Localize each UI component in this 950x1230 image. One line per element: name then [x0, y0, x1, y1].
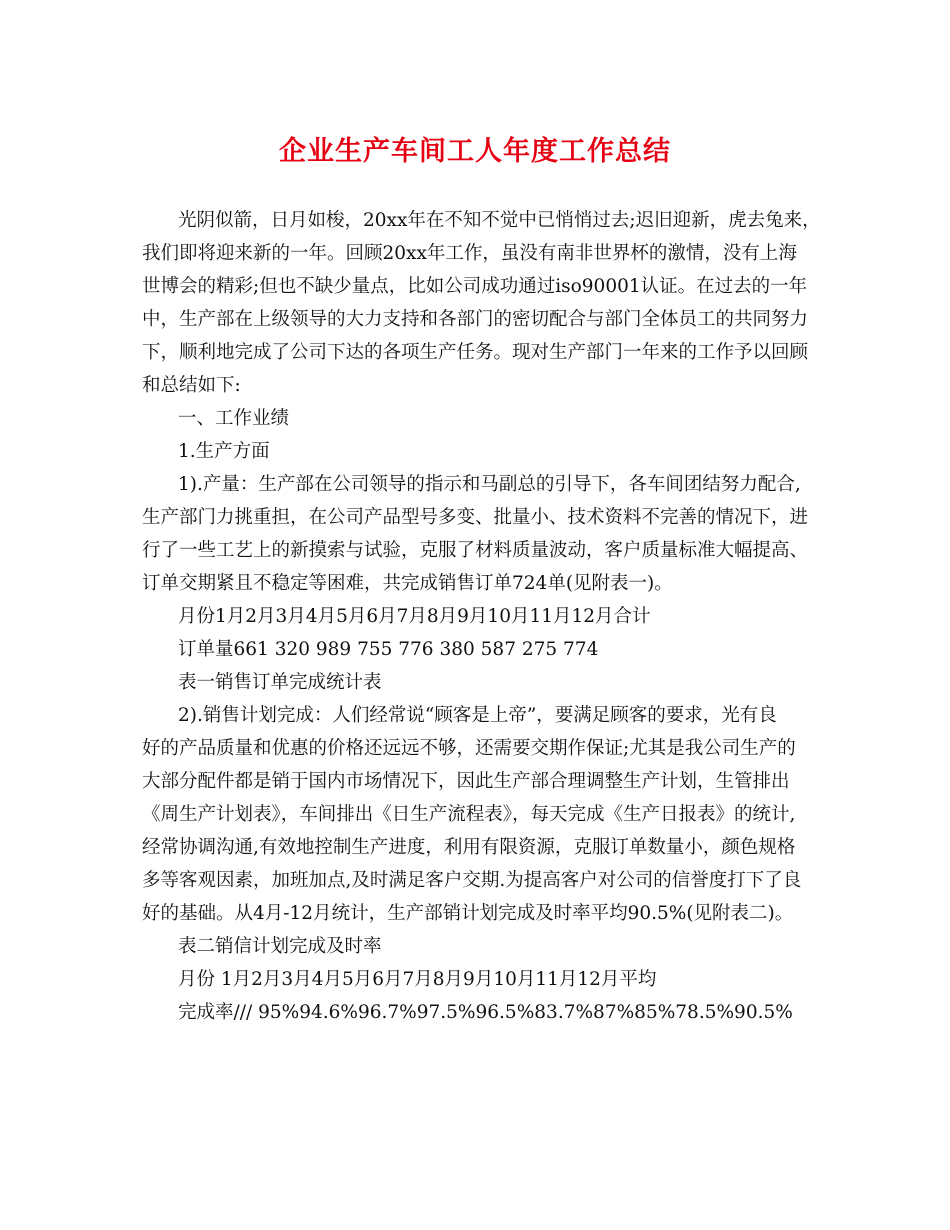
paragraph-line: 我们即将迎来新的一年。回顾20xx年工作，虽没有南非世界杯的激情，没有上海 — [142, 243, 797, 264]
table-caption: 表二销信计划完成及时率 — [178, 936, 382, 957]
section-heading: 一、工作业绩 — [178, 408, 290, 429]
paragraph-line: 《周生产计划表》，车间排出《日生产流程表》，每天完成《生产日报表》的统计, — [142, 804, 796, 825]
table-row-months: 月份1月2月3月4月5月6月7月8月9月10月11月12月合计 — [178, 606, 651, 627]
paragraph-line: 好的基础。从4月-12月统计，生产部销计划完成及时率平均90.5%(见附表二)。 — [142, 903, 794, 924]
document-title: 企业生产车间工人年度工作总结 — [279, 136, 671, 167]
paragraph-line: 光阴似箭，日月如梭，20xx年在不知不觉中已悄悄过去;迟旧迎新，虎去兔来， — [178, 210, 821, 231]
paragraph-line: 世博会的精彩;但也不缺少量点，比如公司成功通过iso90001认证。在过去的一年 — [142, 276, 808, 297]
paragraph-line: 中，生产部在上级领导的大力支持和各部门的密切配合与部门全体员工的共同努力 — [142, 309, 809, 330]
paragraph-line: 经常协调沟通,有效地控制生产进度，利用有限资源，克服订单数量小，颜色规格 — [142, 837, 796, 858]
paragraph-line: 订单交期紧且不稳定等困难，共完成销售订单724单(见附表一)。 — [142, 573, 673, 594]
table-row-orders: 订单量661 320 989 755 776 380 587 275 774 — [178, 639, 599, 660]
paragraph-line: 和总结如下: — [142, 375, 241, 396]
subsection-heading: 1.生产方面 — [178, 441, 270, 462]
paragraph-line: 好的产品质量和优惠的价格还远远不够，还需要交期作保证;尤其是我公司生产的 — [142, 738, 796, 759]
table-caption: 表一销售订单完成统计表 — [178, 672, 382, 693]
paragraph-line: 多等客观因素，加班加点,及时满足客户交期.为提高客户对公司的信誉度打下了良 — [142, 870, 802, 891]
paragraph-line: 行了一些工艺上的新摸索与试验，克服了材料质量波动，客户质量标准大幅提高、 — [142, 540, 809, 561]
paragraph-line: 大部分配件都是销于国内市场情况下，因此生产部合理调整生产计划，生管排出 — [142, 771, 790, 792]
table-row-completion-rate: 完成率/// 95%94.6%96.7%97.5%96.5%83.7%87%85%78.5%90.5% — [178, 1002, 793, 1023]
paragraph-line: 2).销售计划完成：人们经常说“顾客是上帝”，要满足顾客的要求，光有良 — [178, 705, 777, 726]
paragraph-line: 生产部门力挑重担，在公司产品型号多变、批量小、技术资料不完善的情况下，进 — [142, 507, 809, 528]
table-row-months: 月份 1月2月3月4月5月6月7月8月9月10月11月12月平均 — [178, 969, 657, 990]
paragraph-line: 下，顺利地完成了公司下达的各项生产任务。现对生产部门一年来的工作予以回顾 — [142, 342, 809, 363]
paragraph-line: 1).产量：生产部在公司领导的指示和马副总的引导下，各车间团结努力配合, — [178, 474, 801, 495]
